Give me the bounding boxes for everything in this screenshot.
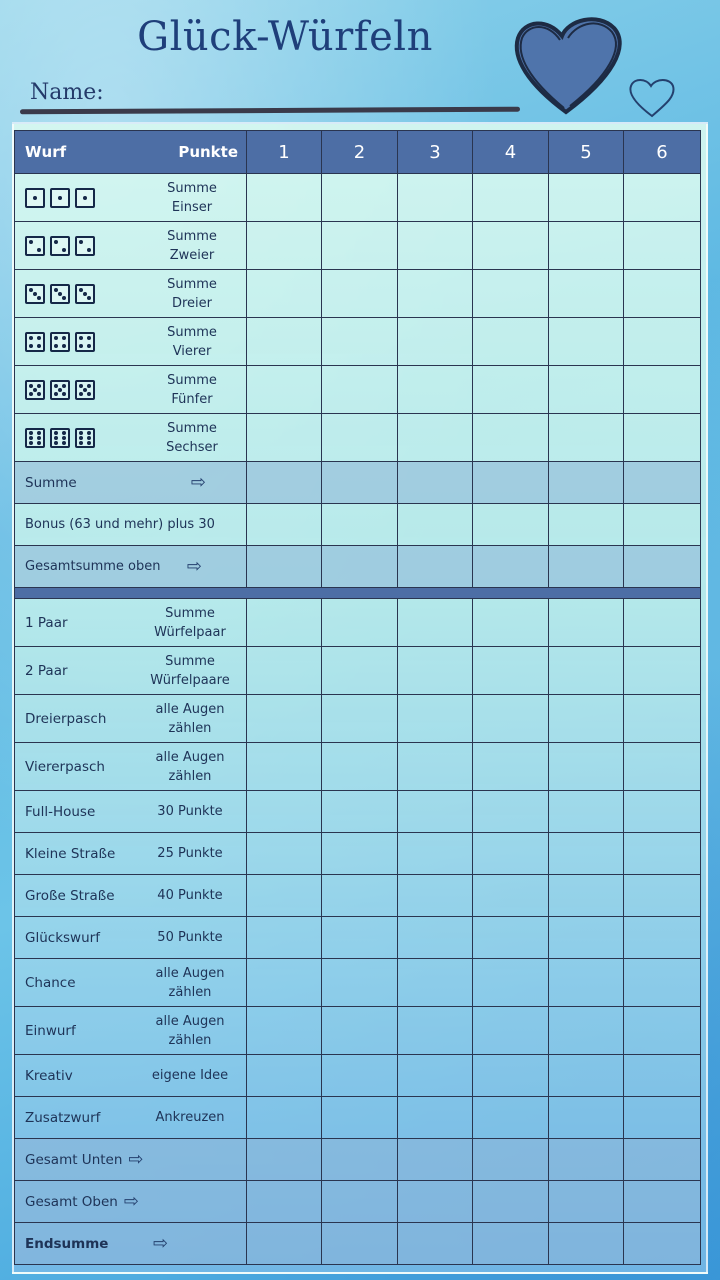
die-5-icon	[25, 380, 45, 400]
lower-label-cell	[15, 599, 247, 647]
score-cell-upper-6-3[interactable]	[398, 414, 473, 462]
score-cell-upper-4-3[interactable]	[398, 318, 473, 366]
score-cell-bonus-1[interactable]	[247, 504, 322, 546]
score-cell-upper-4-2[interactable]	[322, 318, 398, 366]
score-cell-gesamtsumme-oben-5[interactable]	[549, 546, 624, 588]
endsumme-label: Endsumme	[25, 1235, 109, 1252]
score-cell-bonus-2[interactable]	[322, 504, 398, 546]
lower-label-cell	[15, 791, 247, 833]
bonus-label: Bonus (63 und mehr) plus 30	[25, 517, 215, 532]
upper-row	[15, 414, 701, 462]
score-cell-bonus-4[interactable]	[473, 504, 549, 546]
score-cell-lower-5-1[interactable]	[247, 833, 322, 875]
score-cell-lower-10-4[interactable]	[473, 1055, 549, 1097]
lower-label-cell	[15, 647, 247, 695]
column-header-3: 3	[398, 131, 473, 174]
row-description: 50 Punkte	[157, 930, 223, 945]
upper-label-cell	[15, 318, 247, 366]
score-cell-upper-5-4[interactable]	[473, 366, 549, 414]
category-name: 2 Paar	[25, 662, 68, 679]
score-cell-lower-0-3[interactable]	[398, 599, 473, 647]
score-cell-lower-10-5[interactable]	[549, 1055, 624, 1097]
score-table	[14, 130, 701, 1265]
score-cell-lower-8-1[interactable]	[247, 959, 322, 1007]
score-cell-lower-7-1[interactable]	[247, 917, 322, 959]
score-cell-upper-5-5[interactable]	[549, 366, 624, 414]
upper-row	[15, 174, 701, 222]
die-6-icon	[25, 428, 45, 448]
score-cell-gesamt-oben-5[interactable]	[549, 1181, 624, 1223]
score-cell-bonus-5[interactable]	[549, 504, 624, 546]
gesamtsumme-oben-label: Gesamtsumme oben	[25, 559, 161, 574]
score-cell-upper-3-3[interactable]	[398, 270, 473, 318]
arrow-right-icon: ⇨	[123, 1191, 139, 1212]
score-cell-lower-9-3[interactable]	[398, 1007, 473, 1055]
lower-label-cell	[15, 1055, 247, 1097]
score-cell-lower-4-1[interactable]	[247, 791, 322, 833]
score-cell-lower-11-6[interactable]	[624, 1097, 701, 1139]
score-cell-upper-4-5[interactable]	[549, 318, 624, 366]
score-cell-lower-4-5[interactable]	[549, 791, 624, 833]
score-cell-gesamt-unten-1[interactable]	[247, 1139, 322, 1181]
score-cell-lower-6-4[interactable]	[473, 875, 549, 917]
score-cell-lower-8-5[interactable]	[549, 959, 624, 1007]
die-5-icon	[50, 380, 70, 400]
category-name: Große Straße	[25, 887, 115, 904]
row-description: Summe Zweier	[167, 228, 217, 263]
score-cell-lower-3-3[interactable]	[398, 743, 473, 791]
score-cell-lower-5-6[interactable]	[624, 833, 701, 875]
category-name: Einwurf	[25, 1022, 76, 1039]
score-cell-upper-3-5[interactable]	[549, 270, 624, 318]
score-cell-upper-6-5[interactable]	[549, 414, 624, 462]
lower-row	[15, 743, 701, 791]
score-cell-upper-5-3[interactable]	[398, 366, 473, 414]
lower-label-cell	[15, 1097, 247, 1139]
score-cell-endsumme-4[interactable]	[473, 1223, 549, 1265]
category-name: 1 Paar	[25, 614, 68, 631]
lower-row	[15, 1007, 701, 1055]
die-5-icon	[75, 380, 95, 400]
score-cell-lower-1-5[interactable]	[549, 647, 624, 695]
die-4-icon	[50, 332, 70, 352]
score-cell-upper-4-6[interactable]	[624, 318, 701, 366]
arrow-right-icon: ⇨	[190, 472, 206, 493]
category-name: Dreierpasch	[25, 710, 107, 727]
score-cell-lower-11-1[interactable]	[247, 1097, 322, 1139]
row-description: 40 Punkte	[157, 888, 223, 903]
die-2-icon	[75, 236, 95, 256]
lower-row	[15, 599, 701, 647]
score-cell-lower-3-6[interactable]	[624, 743, 701, 791]
score-cell-upper-3-4[interactable]	[473, 270, 549, 318]
upper-row	[15, 366, 701, 414]
header-row	[15, 131, 701, 174]
row-description: Summe Vierer	[167, 324, 217, 359]
score-cell-upper-2-3[interactable]	[398, 222, 473, 270]
score-cell-summe-2[interactable]	[322, 462, 398, 504]
score-cell-upper-5-1[interactable]	[247, 366, 322, 414]
category-name: Full-House	[25, 803, 96, 820]
score-cell-gesamt-oben-6[interactable]	[624, 1181, 701, 1223]
score-cell-lower-8-3[interactable]	[398, 959, 473, 1007]
die-3-icon	[50, 284, 70, 304]
gesamt-unten-row	[15, 1139, 701, 1181]
score-cell-lower-9-2[interactable]	[322, 1007, 398, 1055]
score-cell-lower-4-4[interactable]	[473, 791, 549, 833]
score-cell-endsumme-2[interactable]	[322, 1223, 398, 1265]
score-cell-lower-11-2[interactable]	[322, 1097, 398, 1139]
score-cell-bonus-3[interactable]	[398, 504, 473, 546]
die-1-icon	[25, 188, 45, 208]
score-cell-lower-9-1[interactable]	[247, 1007, 322, 1055]
arrow-right-icon: ⇨	[153, 1233, 169, 1254]
score-cell-lower-4-2[interactable]	[322, 791, 398, 833]
score-cell-upper-3-2[interactable]	[322, 270, 398, 318]
score-cell-lower-0-2[interactable]	[322, 599, 398, 647]
dice-group-icon	[25, 428, 95, 448]
score-cell-upper-1-3[interactable]	[398, 174, 473, 222]
die-1-icon	[75, 188, 95, 208]
category-name: Glückswurf	[25, 929, 100, 946]
score-cell-endsumme-5[interactable]	[549, 1223, 624, 1265]
row-description: Summe Würfelpaare	[150, 653, 230, 688]
header-label-cell	[15, 131, 247, 174]
score-cell-lower-0-1[interactable]	[247, 599, 322, 647]
lower-row	[15, 791, 701, 833]
column-header-5: 5	[549, 131, 624, 174]
column-header-2: 2	[322, 131, 398, 174]
row-description: Summe Einser	[167, 180, 217, 215]
column-header-6: 6	[624, 131, 701, 174]
score-cell-upper-6-6[interactable]	[624, 414, 701, 462]
score-cell-lower-6-1[interactable]	[247, 875, 322, 917]
score-cell-upper-5-2[interactable]	[322, 366, 398, 414]
lower-row	[15, 875, 701, 917]
score-cell-upper-6-2[interactable]	[322, 414, 398, 462]
upper-row	[15, 270, 701, 318]
score-cell-lower-3-5[interactable]	[549, 743, 624, 791]
score-cell-lower-2-4[interactable]	[473, 695, 549, 743]
score-cell-gesamtsumme-oben-4[interactable]	[473, 546, 549, 588]
score-cell-lower-6-6[interactable]	[624, 875, 701, 917]
score-cell-summe-1[interactable]	[247, 462, 322, 504]
gesamtsumme-oben-row	[15, 546, 701, 588]
score-cell-lower-1-6[interactable]	[624, 647, 701, 695]
score-cell-upper-3-1[interactable]	[247, 270, 322, 318]
upper-label-cell	[15, 174, 247, 222]
name-label: Name:	[30, 80, 104, 105]
small-heart-icon	[626, 76, 678, 120]
bonus-row	[15, 504, 701, 546]
column-header-1: 1	[247, 131, 322, 174]
score-cell-upper-1-1[interactable]	[247, 174, 322, 222]
score-cell-summe-4[interactable]	[473, 462, 549, 504]
row-description: Ankreuzen	[155, 1110, 225, 1125]
summe-row	[15, 462, 701, 504]
score-cell-lower-2-2[interactable]	[322, 695, 398, 743]
row-description: Summe Fünfer	[167, 372, 217, 407]
score-cell-upper-6-4[interactable]	[473, 414, 549, 462]
lower-row	[15, 833, 701, 875]
score-cell-upper-5-6[interactable]	[624, 366, 701, 414]
score-cell-lower-8-6[interactable]	[624, 959, 701, 1007]
score-cell-lower-0-6[interactable]	[624, 599, 701, 647]
lower-row	[15, 959, 701, 1007]
score-cell-lower-2-5[interactable]	[549, 695, 624, 743]
page-title: Glück-Würfeln	[137, 14, 433, 60]
score-cell-summe-6[interactable]	[624, 462, 701, 504]
lower-label-cell	[15, 743, 247, 791]
score-cell-lower-9-5[interactable]	[549, 1007, 624, 1055]
score-cell-lower-11-4[interactable]	[473, 1097, 549, 1139]
section-separator	[15, 588, 701, 599]
score-cell-lower-5-4[interactable]	[473, 833, 549, 875]
header-wurf: Wurf	[25, 143, 67, 161]
score-cell-gesamt-oben-4[interactable]	[473, 1181, 549, 1223]
score-cell-lower-9-4[interactable]	[473, 1007, 549, 1055]
score-cell-upper-2-4[interactable]	[473, 222, 549, 270]
score-cell-bonus-6[interactable]	[624, 504, 701, 546]
lower-row	[15, 917, 701, 959]
score-cell-lower-7-2[interactable]	[322, 917, 398, 959]
category-name: Chance	[25, 974, 76, 991]
lower-label-cell	[15, 833, 247, 875]
score-cell-upper-1-4[interactable]	[473, 174, 549, 222]
score-cell-lower-1-1[interactable]	[247, 647, 322, 695]
lower-row	[15, 647, 701, 695]
header-punkte: Punkte	[178, 143, 238, 161]
score-cell-lower-1-3[interactable]	[398, 647, 473, 695]
lower-label-cell	[15, 695, 247, 743]
score-cell-gesamt-unten-2[interactable]	[322, 1139, 398, 1181]
score-cell-lower-10-2[interactable]	[322, 1055, 398, 1097]
score-cell-lower-10-3[interactable]	[398, 1055, 473, 1097]
score-cell-upper-1-2[interactable]	[322, 174, 398, 222]
score-cell-lower-7-6[interactable]	[624, 917, 701, 959]
gesamt-oben-label: Gesamt Oben	[25, 1193, 118, 1210]
category-name: Zusatzwurf	[25, 1109, 101, 1126]
gesamt-unten-label: Gesamt Unten	[25, 1151, 123, 1168]
score-cell-lower-2-3[interactable]	[398, 695, 473, 743]
score-cell-summe-3[interactable]	[398, 462, 473, 504]
gesamt-oben-row	[15, 1181, 701, 1223]
score-cell-lower-0-4[interactable]	[473, 599, 549, 647]
score-cell-lower-11-5[interactable]	[549, 1097, 624, 1139]
die-3-icon	[25, 284, 45, 304]
row-description: Summe Sechser	[166, 420, 218, 455]
die-2-icon	[25, 236, 45, 256]
score-cell-lower-5-2[interactable]	[322, 833, 398, 875]
upper-label-cell	[15, 414, 247, 462]
score-cell-gesamt-oben-3[interactable]	[398, 1181, 473, 1223]
score-cell-lower-8-2[interactable]	[322, 959, 398, 1007]
score-cell-upper-4-1[interactable]	[247, 318, 322, 366]
die-1-icon	[50, 188, 70, 208]
category-name: Kleine Straße	[25, 845, 116, 862]
score-cell-gesamt-unten-3[interactable]	[398, 1139, 473, 1181]
score-cell-lower-6-2[interactable]	[322, 875, 398, 917]
arrow-right-icon: ⇨	[186, 556, 202, 577]
score-cell-gesamt-oben-2[interactable]	[322, 1181, 398, 1223]
score-cell-gesamtsumme-oben-1[interactable]	[247, 546, 322, 588]
score-cell-gesamt-unten-6[interactable]	[624, 1139, 701, 1181]
lower-row	[15, 695, 701, 743]
dice-group-icon	[25, 236, 95, 256]
score-cell-upper-1-5[interactable]	[549, 174, 624, 222]
score-cell-lower-2-1[interactable]	[247, 695, 322, 743]
row-description: alle Augen zählen	[155, 701, 225, 736]
arrow-right-icon: ⇨	[128, 1149, 144, 1170]
score-cell-lower-7-4[interactable]	[473, 917, 549, 959]
dice-group-icon	[25, 284, 95, 304]
row-description: alle Augen zählen	[155, 965, 225, 1000]
score-cell-upper-2-6[interactable]	[624, 222, 701, 270]
category-name: Viererpasch	[25, 758, 105, 775]
lower-label-cell	[15, 917, 247, 959]
score-cell-summe-5[interactable]	[549, 462, 624, 504]
score-cell-lower-6-3[interactable]	[398, 875, 473, 917]
score-cell-lower-3-1[interactable]	[247, 743, 322, 791]
score-cell-gesamtsumme-oben-6[interactable]	[624, 546, 701, 588]
row-description: alle Augen zählen	[155, 1013, 225, 1048]
score-cell-endsumme-1[interactable]	[247, 1223, 322, 1265]
score-cell-lower-7-5[interactable]	[549, 917, 624, 959]
row-description: alle Augen zählen	[155, 749, 225, 784]
endsumme-row	[15, 1223, 701, 1265]
score-cell-upper-2-5[interactable]	[549, 222, 624, 270]
score-cell-lower-5-3[interactable]	[398, 833, 473, 875]
score-cell-endsumme-6[interactable]	[624, 1223, 701, 1265]
die-6-icon	[50, 428, 70, 448]
lower-row	[15, 1055, 701, 1097]
score-cell-lower-8-4[interactable]	[473, 959, 549, 1007]
upper-row	[15, 222, 701, 270]
lower-label-cell	[15, 959, 247, 1007]
row-description: 30 Punkte	[157, 804, 223, 819]
score-cell-upper-3-6[interactable]	[624, 270, 701, 318]
dice-group-icon	[25, 332, 95, 352]
score-cell-lower-10-1[interactable]	[247, 1055, 322, 1097]
dice-group-icon	[25, 188, 95, 208]
upper-label-cell	[15, 222, 247, 270]
score-cell-lower-1-2[interactable]	[322, 647, 398, 695]
score-cell-lower-3-2[interactable]	[322, 743, 398, 791]
score-cell-upper-2-1[interactable]	[247, 222, 322, 270]
score-cell-upper-1-6[interactable]	[624, 174, 701, 222]
score-cell-lower-6-5[interactable]	[549, 875, 624, 917]
score-cell-gesamt-oben-1[interactable]	[247, 1181, 322, 1223]
score-cell-lower-2-6[interactable]	[624, 695, 701, 743]
score-cell-lower-5-5[interactable]	[549, 833, 624, 875]
upper-row	[15, 318, 701, 366]
row-description: 25 Punkte	[157, 846, 223, 861]
die-4-icon	[25, 332, 45, 352]
row-description: Summe Dreier	[167, 276, 217, 311]
score-cell-lower-0-5[interactable]	[549, 599, 624, 647]
die-3-icon	[75, 284, 95, 304]
column-header-4: 4	[473, 131, 549, 174]
die-6-icon	[75, 428, 95, 448]
upper-label-cell	[15, 270, 247, 318]
category-name: Kreativ	[25, 1067, 73, 1084]
score-cell-gesamtsumme-oben-2[interactable]	[322, 546, 398, 588]
upper-label-cell	[15, 366, 247, 414]
summe-label: Summe	[25, 474, 77, 491]
score-cell-gesamt-unten-4[interactable]	[473, 1139, 549, 1181]
die-2-icon	[50, 236, 70, 256]
score-cell-upper-2-2[interactable]	[322, 222, 398, 270]
lower-label-cell	[15, 875, 247, 917]
row-description: eigene Idee	[151, 1068, 229, 1083]
score-cell-upper-4-4[interactable]	[473, 318, 549, 366]
score-cell-lower-4-3[interactable]	[398, 791, 473, 833]
lower-row	[15, 1097, 701, 1139]
row-description: Summe Würfelpaar	[154, 605, 226, 640]
score-cell-upper-6-1[interactable]	[247, 414, 322, 462]
score-cell-gesamtsumme-oben-3[interactable]	[398, 546, 473, 588]
lower-label-cell	[15, 1007, 247, 1055]
score-cell-lower-7-3[interactable]	[398, 917, 473, 959]
score-cell-lower-9-6[interactable]	[624, 1007, 701, 1055]
score-cell-endsumme-3[interactable]	[398, 1223, 473, 1265]
dice-group-icon	[25, 380, 95, 400]
die-4-icon	[75, 332, 95, 352]
name-input-line[interactable]	[20, 107, 520, 115]
score-cell-gesamt-unten-5[interactable]	[549, 1139, 624, 1181]
heart-icon	[508, 14, 626, 118]
score-cell-lower-3-4[interactable]	[473, 743, 549, 791]
score-cell-lower-1-4[interactable]	[473, 647, 549, 695]
score-cell-lower-11-3[interactable]	[398, 1097, 473, 1139]
score-cell-lower-10-6[interactable]	[624, 1055, 701, 1097]
score-cell-lower-4-6[interactable]	[624, 791, 701, 833]
